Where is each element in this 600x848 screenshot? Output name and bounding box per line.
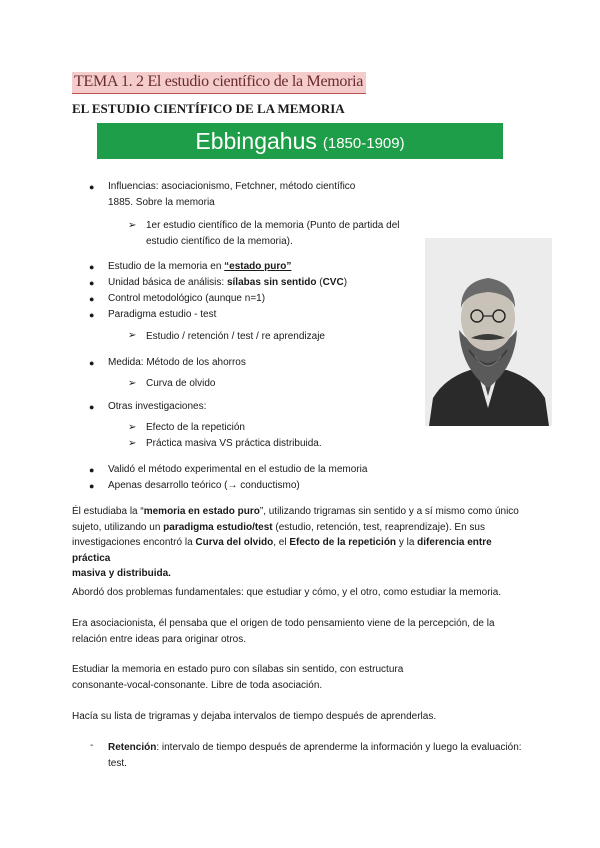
bold-text: paradigma estudio/test xyxy=(163,521,273,533)
sub-item-practica: Práctica masiva VS práctica distribuida. xyxy=(146,438,322,449)
paragraph-estudiaba xyxy=(72,504,532,582)
paragraph-text: Era asociacionista, él pensaba que el origen de todo pensamiento viene de la percepción, de la xyxy=(72,618,495,629)
sub-item-primer-estudio xyxy=(146,218,399,250)
paragraph-asociacionista xyxy=(72,616,532,647)
bold-text: CVC xyxy=(322,277,344,288)
bullet-icon: ● xyxy=(89,402,95,412)
underlined-text: “estado puro” xyxy=(224,261,292,272)
paragraph-text: , el xyxy=(273,537,290,548)
sub-item-repeticion: Efecto de la repetición xyxy=(146,422,245,433)
list-item-text: Influencias: asociacionismo, Fetchner, método científico xyxy=(108,181,356,192)
section-heading: EL ESTUDIO CIENTÍFICO DE LA MEMORIA xyxy=(72,101,345,116)
arrow-bullet-icon: ➢ xyxy=(128,438,137,449)
paragraph-text: Estudiar la memoria en estado puro con sílabas sin sentido, con estructura xyxy=(72,664,404,675)
banner-name: Ebbingahus xyxy=(195,127,317,154)
list-item-text: Unidad básica de análisis: xyxy=(108,277,227,288)
paragraph-text: test. xyxy=(108,757,127,769)
paragraph-text: Él estudiaba la “ xyxy=(72,506,144,517)
arrow-bullet-icon: ➢ xyxy=(128,330,137,341)
bullet-icon: ● xyxy=(89,262,95,272)
title-banner xyxy=(97,123,503,159)
list-item-paradigma: Paradigma estudio - test xyxy=(108,309,217,320)
bold-text: Efecto de la repetición xyxy=(289,537,397,548)
dash-bullet-icon: - xyxy=(90,740,94,751)
bold-text: masiva y distribuida. xyxy=(72,568,171,579)
bullet-icon: ● xyxy=(89,358,95,368)
tema-title: TEMA 1. 2 El estudio científico de la Memoria xyxy=(72,72,366,94)
bold-text: Curva del olvido xyxy=(195,537,274,548)
list-item-valido: Validó el método experimental en el estudio de la memoria xyxy=(108,464,368,475)
banner-years: (1850-1909) xyxy=(322,134,405,152)
arrow-bullet-icon: ➢ xyxy=(128,378,137,389)
list-item-medida: Medida: Método de los ahorros xyxy=(108,357,246,368)
bold-text: memoria en estado puro xyxy=(143,506,260,517)
bullet-icon: ● xyxy=(89,465,95,475)
bullet-icon: ● xyxy=(89,182,95,192)
bullet-icon: ● xyxy=(89,310,95,320)
list-item-desarrollo: Apenas desarrollo teórico (→ conductismo) xyxy=(108,480,300,491)
list-item-text: ) xyxy=(343,277,348,288)
list-item-text: Estudio de la memoria en xyxy=(108,261,225,272)
list-item-otras: Otras investigaciones: xyxy=(108,401,207,412)
list-item-control: Control metodológico (aunque n=1) xyxy=(108,293,266,304)
bold-text: diferencia entre práctica xyxy=(72,537,492,564)
list-item-retencion xyxy=(108,740,548,771)
paragraph-text: ”, utilizando trigramas sin sentido y a sí mismo como único xyxy=(259,506,519,517)
list-item-influencias xyxy=(108,179,355,211)
bold-text: sílabas sin sentido xyxy=(226,277,317,288)
sub-item-estudio-retencion: Estudio / retención / test / re aprendizaje xyxy=(146,331,325,342)
bullet-icon: ● xyxy=(89,294,95,304)
paragraph-trigramas: Hacía su lista de trigramas y dejaba intervalos de tiempo después de aprenderlas. xyxy=(72,711,437,722)
paragraph-problemas: Abordó dos problemas fundamentales: que estudiar y cómo, y el otro, como estudiar la memoria. xyxy=(72,587,502,598)
portrait-drawing xyxy=(425,238,552,426)
list-item-unidad xyxy=(108,275,347,291)
paragraph-text: y la xyxy=(396,537,418,548)
paragraph-text: sujeto, utilizando un xyxy=(72,521,164,533)
paragraph-text: investigaciones encontró la xyxy=(72,537,196,548)
sub-item-curva: Curva de olvido xyxy=(146,378,216,389)
arrow-bullet-icon: ➢ xyxy=(128,220,137,231)
paragraph-text: (estudio, retención, test, reaprendizaje). En sus xyxy=(272,521,485,533)
list-item-estado-puro xyxy=(108,259,291,275)
paragraph-estado-puro xyxy=(72,662,532,693)
arrow-bullet-icon: ➢ xyxy=(128,422,137,433)
sub-item-text: 1er estudio científico de la memoria (Punto de partida del xyxy=(146,220,400,231)
bullet-icon: ● xyxy=(89,481,95,491)
paragraph-text: relación entre ideas para originar otros. xyxy=(72,633,246,645)
paragraph-text: : intervalo de tiempo después de aprenderme la información y luego la evaluación: xyxy=(156,742,522,753)
list-item-text: 1885. Sobre la memoria xyxy=(108,197,215,208)
list-item-text: ( xyxy=(316,277,323,288)
portrait-image xyxy=(425,238,552,426)
bullet-icon: ● xyxy=(89,278,95,288)
sub-item-text: estudio científico de la memoria). xyxy=(146,236,293,247)
paragraph-text: consonante-vocal-consonante. Libre de toda asociación. xyxy=(72,679,323,691)
bold-text: Retención xyxy=(108,742,157,753)
